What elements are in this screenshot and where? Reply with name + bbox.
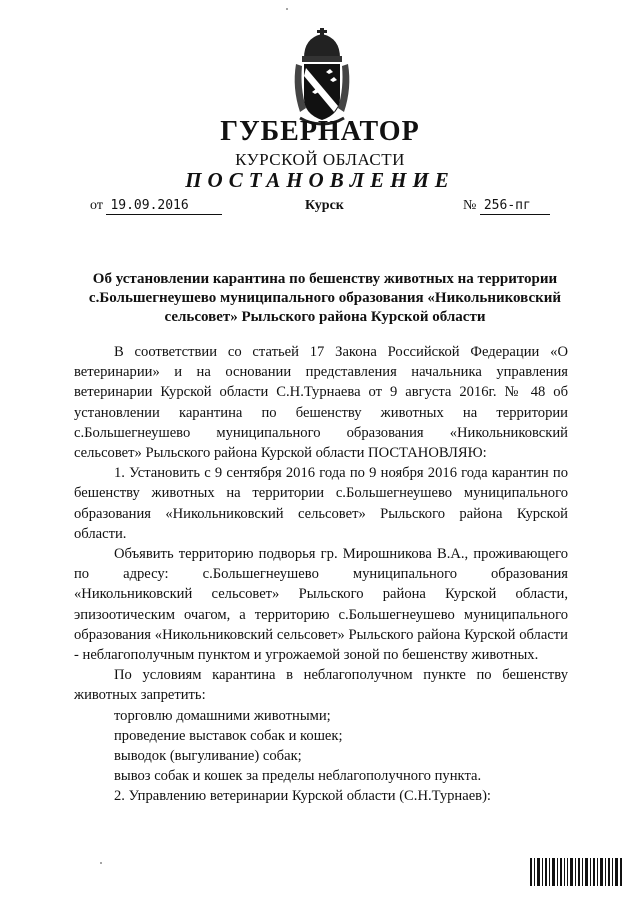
number-prefix: № <box>463 198 477 213</box>
prohibition-list <box>74 706 568 787</box>
document-date-line <box>90 198 222 215</box>
document-type: ПОСТАНОВЛЕНИЕ <box>185 168 455 192</box>
document-date: 19.09.2016 <box>106 198 222 215</box>
document-body <box>74 342 568 807</box>
date-prefix: от <box>90 198 103 213</box>
issuer-region: КУРСКОЙ ОБЛАСТИ <box>235 150 405 169</box>
list-item: проведение выставок собак и кошек; <box>114 727 343 744</box>
document-number-line <box>463 198 550 215</box>
paragraph-preamble: В соответствии со статьей 17 Закона Российской Федерации «О ветеринарии» и на основании представления начальника управления ветеринарии Курской области С.Н.Турнаева от 9 августа 2016г. № 48 об установлении карантина по бешенству животных на территории с.Большегнеушево муниципального образования «Никольниковский сельсовет» Рыльского района Курской области ПОСТАНОВЛЯЮ: <box>74 344 568 462</box>
issuer-title: ГУБЕРНАТОР <box>220 116 420 147</box>
paragraph-declare: Объявить территорию подворья гр. Мирошникова В.А., проживающего по адресу: с.Большегнеушево муниципального образования «Никольниковский сельсовет» Рыльского района Курской области, эпизоотическим очагом, а территорию с.Большегнеушево муниципального образования «Никольниковский сельсовет» Рыльского района Курской области - неблагополучным пунктом и угрожаемой зоной по бешенству животных. <box>74 546 568 664</box>
paragraph-prohibit: По условиям карантина в неблагополучном пункте по бешенству животных запретить: <box>74 667 568 704</box>
coat-of-arms-icon <box>290 28 354 128</box>
list-item: выводок (выгуливание) собак; <box>114 748 302 765</box>
document-number: 256-пг <box>480 198 550 215</box>
list-item: торговлю домашними животными; <box>114 707 331 724</box>
scan-speck <box>100 862 102 864</box>
paragraph-item-1: 1. Установить с 9 сентября 2016 года по 9 ноября 2016 года карантин по бешенству животных на территории с.Большегнеушево муниципального образования «Никольниковский сельсовет» Рыльского района Курской области. <box>74 465 568 542</box>
document-title: Об установлении карантина по бешенству животных на территории с.Большегнеушево муниципального образования «Никольниковский сельсовет» Рыльского района Курской области <box>88 271 562 325</box>
document-city: Курск <box>305 198 344 213</box>
list-item: вывоз собак и кошек за пределы неблагополучного пункта. <box>114 768 482 785</box>
paragraph-item-2: 2. Управлению ветеринарии Курской области (С.Н.Турнаев): <box>114 788 491 805</box>
barcode-icon <box>530 858 624 886</box>
scan-speck <box>286 8 288 10</box>
